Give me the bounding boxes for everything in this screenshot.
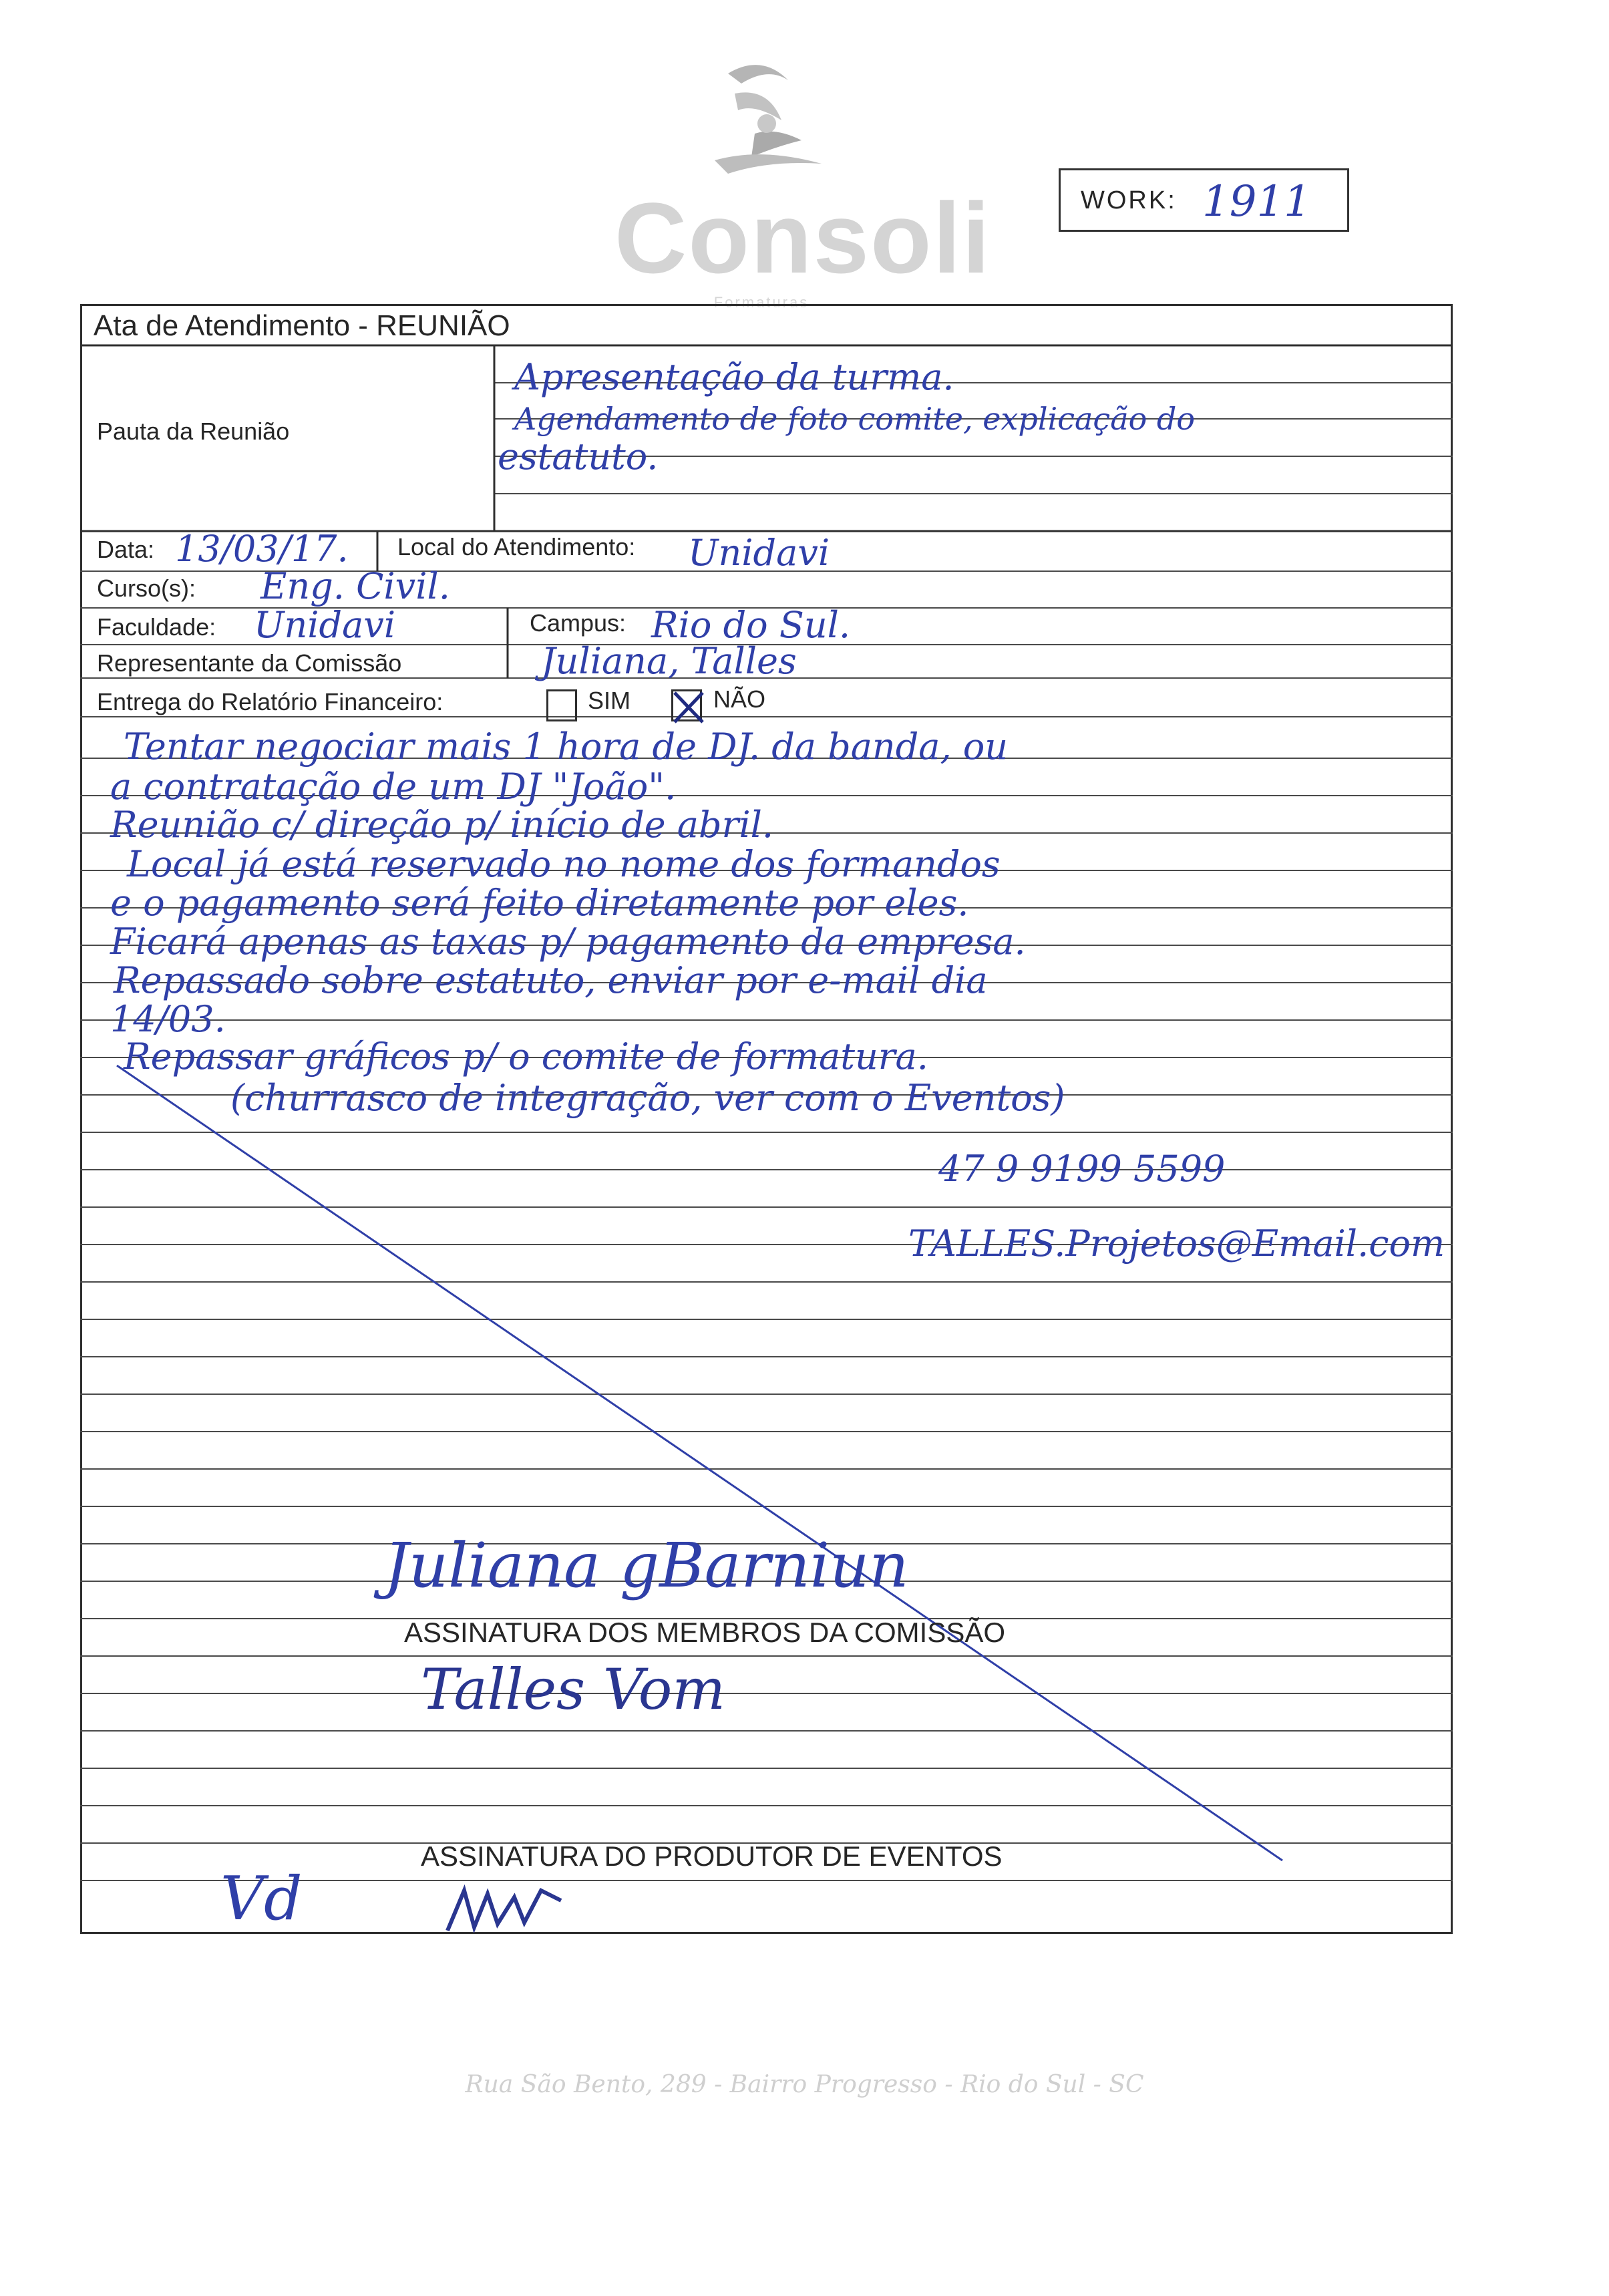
local-value: Unidavi: [688, 532, 830, 574]
representante-value: Juliana, Talles: [541, 640, 797, 682]
curso-label: Curso(s):: [97, 575, 196, 602]
contact-phone: 47 9 9199 5599: [938, 1148, 1226, 1190]
representante-label: Representante da Comissão: [97, 649, 402, 677]
work-number: 1911: [1202, 177, 1311, 226]
note-line-1: Tentar negociar mais 1 hora de DJ. da banda, ou: [124, 725, 1009, 768]
pauta-line-1: Apresentação da turma.: [514, 356, 954, 398]
logo-tagline: Formaturas: [713, 294, 810, 311]
faculdade-value: Unidavi: [254, 604, 396, 646]
sim-checkbox[interactable]: [546, 689, 577, 721]
pauta-line-2: Agendamento de foto comite, explicação do: [514, 401, 1196, 437]
nao-label: NÃO: [713, 685, 766, 713]
campus-value: Rio do Sul.: [651, 604, 851, 646]
note-line-6: Ficará apenas as taxas p/ pagamento da empresa.: [110, 921, 1026, 963]
note-line-3: Reunião c/ direção p/ início de abril.: [110, 804, 774, 846]
entrega-label: Entrega do Relatório Financeiro:: [97, 688, 443, 715]
note-line-7: Repassado sobre estatuto, enviar por e-mail dia: [114, 959, 988, 1001]
producer-signature-label: ASSINATURA DO PRODUTOR DE EVENTOS: [421, 1840, 1003, 1872]
campus-label: Campus:: [530, 609, 627, 637]
logo-wordmark: Consoli: [614, 182, 991, 294]
producer-signature: Vd: [220, 1864, 303, 1934]
work-label: WORK:: [1081, 186, 1177, 214]
commission-signature-label: ASSINATURA DOS MEMBROS DA COMISSÃO: [404, 1617, 1006, 1648]
check-x-icon: [673, 691, 704, 723]
pauta-line-3: estatuto.: [498, 436, 659, 478]
producer-signature-scribble-icon: [441, 1877, 568, 1937]
contact-email: TALLES.Projetos@Email.com: [908, 1222, 1445, 1265]
sim-label: SIM: [588, 687, 631, 714]
note-line-2: a contratação de um DJ "João".: [110, 766, 677, 808]
note-line-8: 14/03.: [110, 998, 226, 1040]
note-line-10: (churrasco de integração, ver com o Eventos): [230, 1077, 1065, 1119]
local-label: Local do Atendimento:: [397, 533, 636, 560]
data-label: Data:: [97, 536, 155, 563]
footer-address: Rua São Bento, 289 - Bairro Progresso - Rio do Sul - SC: [465, 2071, 1144, 2098]
note-line-9: Repassar gráficos p/ o comite de formatura.: [124, 1035, 928, 1078]
logo-emblem-icon: [688, 47, 835, 187]
form-title: Ata de Atendimento - REUNIÃO: [94, 309, 510, 342]
curso-value: Eng. Civil.: [260, 565, 450, 607]
data-value: 13/03/17.: [175, 528, 349, 570]
note-line-4: Local já está reservado no nome dos formandos: [127, 843, 1001, 885]
pauta-label: Pauta da Reunião: [97, 418, 290, 445]
commission-signature-1: Juliana gBarniun: [384, 1530, 909, 1601]
company-logo: [588, 47, 991, 311]
nao-checkbox[interactable]: [671, 689, 702, 721]
faculdade-label: Faculdade:: [97, 613, 216, 641]
note-line-5: e o pagamento será feito diretamente por eles.: [110, 882, 969, 924]
commission-signature-2: Talles Vom: [421, 1657, 726, 1722]
work-number-box: [1059, 168, 1349, 232]
